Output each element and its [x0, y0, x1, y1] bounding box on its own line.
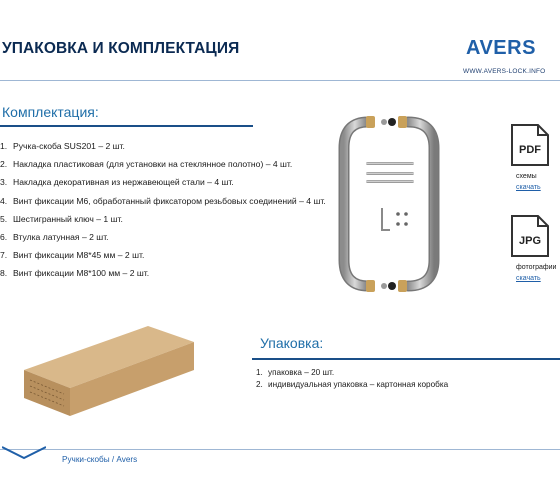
svg-text:PDF: PDF: [519, 144, 541, 156]
page-title: УПАКОВКА И КОМПЛЕКТАЦИЯ: [2, 40, 240, 57]
jpg-file-icon: [510, 214, 550, 258]
komplektatsiya-heading: Комплектация:: [2, 104, 99, 120]
logo-text: AVERS: [466, 37, 536, 59]
header-divider: [0, 80, 560, 81]
list-item: 2. Накладка пластиковая (для установки на стеклянное полотно) – 4 шт.: [0, 159, 293, 170]
list-item: 3. Накладка декоративная из нержавеющей стали – 4 шт.: [0, 177, 234, 188]
jpg-label: фотографии: [516, 264, 557, 271]
jpg-download-tile[interactable]: [510, 214, 550, 263]
chevron-mark-icon: [2, 446, 46, 465]
pdf-label: схемы: [516, 173, 537, 180]
avers-logo: [466, 37, 550, 59]
footer-breadcrumb: Ручки-скобы / Avers: [62, 455, 138, 464]
website-url: WWW.AVERS-LOCK.INFO: [463, 68, 546, 75]
list-item: 7. Винт фиксации М8*45 мм – 2 шт.: [0, 250, 145, 261]
list-item: 2. индивидуальная упаковка – картонная коробка: [256, 380, 449, 389]
list-item: 1. Ручка-скоба SUS201 – 2 шт.: [0, 141, 125, 151]
list-item: 4. Винт фиксации М6, обработанный фиксатором резьбовых соединений – 4 шт.: [0, 195, 326, 206]
jpg-download-link[interactable]: скачать: [516, 275, 541, 282]
upakovka-divider: [252, 358, 560, 360]
footer-divider: [0, 449, 560, 450]
pdf-download-link[interactable]: скачать: [516, 184, 541, 191]
list-item: 6. Втулка латунная – 2 шт.: [0, 231, 109, 242]
pdf-download-tile[interactable]: [510, 123, 550, 172]
komplektatsiya-divider: [0, 125, 253, 127]
upakovka-list: [256, 367, 448, 391]
komplektatsiya-list: [0, 137, 326, 283]
list-item: 1. упаковка – 20 шт.: [256, 368, 335, 377]
list-item: 8. Винт фиксации М8*100 мм – 2 шт.: [0, 268, 150, 279]
handle-product-image: [328, 110, 448, 300]
list-item: 5. Шестигранный ключ – 1 шт.: [0, 213, 123, 224]
upakovka-heading: Упаковка:: [260, 335, 324, 351]
pdf-file-icon: [510, 123, 550, 167]
cardboard-box-image: [18, 318, 198, 418]
svg-text:JPG: JPG: [518, 235, 542, 247]
